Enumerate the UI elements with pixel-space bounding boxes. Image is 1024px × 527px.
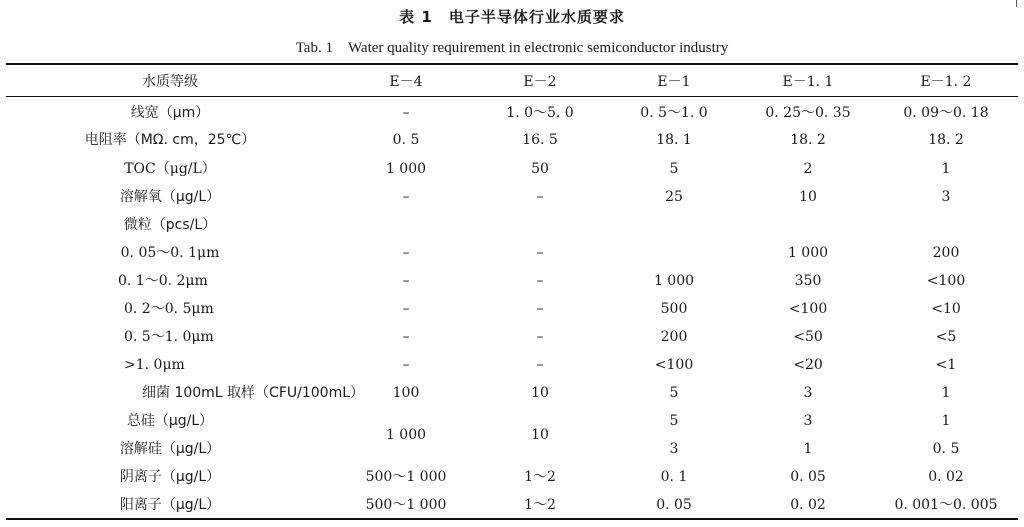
table-cell: – xyxy=(402,273,410,289)
table-cell: 0. 1 xyxy=(660,469,688,485)
table-cell: 0. 09～0. 18 xyxy=(903,105,989,121)
table-cell: – xyxy=(536,245,544,261)
row-label: 线宽（μm） xyxy=(130,105,210,121)
row-label: 总硅（μg/L） xyxy=(126,413,214,429)
table-cell: 10 xyxy=(531,385,549,401)
row-label: 微粒（pcs/L） xyxy=(123,217,217,233)
row-label: 0. 2～0. 5μm xyxy=(124,301,214,317)
table-cell: 16. 5 xyxy=(522,132,558,148)
row-label: TOC（μg/L） xyxy=(124,161,216,177)
table-cell: – xyxy=(536,301,544,317)
table-cell: – xyxy=(536,329,544,345)
merged-cell: 1 000 xyxy=(385,427,427,443)
table-cell: 350 xyxy=(794,273,822,289)
table-cell: 1 xyxy=(941,413,951,429)
merged-cell: 10 xyxy=(531,427,549,443)
table-cell: <10 xyxy=(931,301,961,317)
table-cell: 1～2 xyxy=(524,497,556,513)
column-header: E－2 xyxy=(523,74,557,90)
table-cell: <5 xyxy=(935,329,957,345)
rule-header xyxy=(6,96,1018,97)
table-title-en: Tab. 1 Water quality requirement in electronic semiconductor industry xyxy=(295,40,729,56)
row-label: 0. 05～0. 1μm xyxy=(120,245,220,261)
rule-bottom xyxy=(6,518,1018,520)
table-cell: 3 xyxy=(803,413,813,429)
table-cell: – xyxy=(536,189,544,205)
table-cell: 0. 001～0. 005 xyxy=(894,497,998,513)
table-cell: <50 xyxy=(793,329,823,345)
table-cell: 0. 5 xyxy=(392,132,420,148)
table-cell: <100 xyxy=(788,301,828,317)
table-cell: 3 xyxy=(669,441,679,457)
row-label: 阴离子（μg/L） xyxy=(119,469,221,485)
table-cell: 18. 1 xyxy=(656,132,692,148)
table-cell: 100 xyxy=(392,385,420,401)
row-label: 0. 5～1. 0μm xyxy=(124,329,214,345)
table-cell: – xyxy=(402,245,410,261)
table-cell: 1. 0～5. 0 xyxy=(506,105,574,121)
row-label: 溶解硅（μg/L） xyxy=(119,441,221,457)
table-cell: 5 xyxy=(669,413,679,429)
table-cell: <20 xyxy=(793,357,823,373)
table-cell: 1 xyxy=(941,385,951,401)
table-cell: – xyxy=(402,357,410,373)
row-label: >1. 0μm xyxy=(124,357,185,373)
table-cell: 0. 5 xyxy=(932,441,960,457)
table-cell: – xyxy=(402,301,410,317)
table-cell: 0. 02 xyxy=(928,469,964,485)
row-label: 阳离子（μg/L） xyxy=(119,497,221,513)
table-cell: 0. 25～0. 35 xyxy=(765,105,851,121)
table-cell: – xyxy=(402,189,410,205)
row-label: 电阻率（MΩ. cm，25℃） xyxy=(84,132,256,148)
table-cell: 10 xyxy=(799,189,817,205)
table-cell: 200 xyxy=(660,329,688,345)
table-cell: – xyxy=(402,329,410,345)
rule-top xyxy=(6,63,1018,65)
table-cell: 1 000 xyxy=(787,245,829,261)
corner-mark xyxy=(1016,0,1017,7)
table-cell: <100 xyxy=(926,273,966,289)
table-cell: 0. 05 xyxy=(656,497,692,513)
table-cell: 500 xyxy=(660,301,688,317)
table-cell: 1 000 xyxy=(385,161,427,177)
column-header: 水质等级 xyxy=(142,74,198,90)
row-label: 细菌 100mL 取样（CFU/100mL） xyxy=(142,385,365,401)
column-header: E－1. 1 xyxy=(782,74,834,90)
table-cell: 3 xyxy=(941,189,951,205)
table-cell: – xyxy=(536,273,544,289)
table-cell: 500～1 000 xyxy=(365,469,447,485)
table-cell: 1～2 xyxy=(524,469,556,485)
column-header: E－1. 2 xyxy=(920,74,972,90)
table-cell: <100 xyxy=(654,357,694,373)
table-cell: 0. 02 xyxy=(790,497,826,513)
row-label: 0. 1～0. 2μm xyxy=(118,273,208,289)
table-cell: 0. 05 xyxy=(790,469,826,485)
column-header: E－1 xyxy=(657,74,691,90)
table-cell: 25 xyxy=(665,189,683,205)
table-cell: 500～1 000 xyxy=(365,497,447,513)
table-cell: 18. 2 xyxy=(790,132,826,148)
table-cell: 5 xyxy=(669,161,679,177)
table-cell: 2 xyxy=(803,161,813,177)
table-cell: – xyxy=(402,105,410,121)
row-label: 溶解氧（μg/L） xyxy=(119,189,221,205)
table-cell: 18. 2 xyxy=(928,132,964,148)
table-cell: <1 xyxy=(935,357,957,373)
table-cell: 3 xyxy=(803,385,813,401)
table-cell: 5 xyxy=(669,385,679,401)
table-cell: 50 xyxy=(531,161,549,177)
table-cell: 1 xyxy=(803,441,813,457)
table-cell: 1 xyxy=(941,161,951,177)
table-cell: – xyxy=(536,357,544,373)
table-cell: 1 000 xyxy=(653,273,695,289)
column-header: E－4 xyxy=(389,74,423,90)
table-cell: 200 xyxy=(932,245,960,261)
table-cell: 0. 5～1. 0 xyxy=(640,105,708,121)
table-title-zh: 表 1 电子半导体行业水质要求 xyxy=(399,8,625,26)
